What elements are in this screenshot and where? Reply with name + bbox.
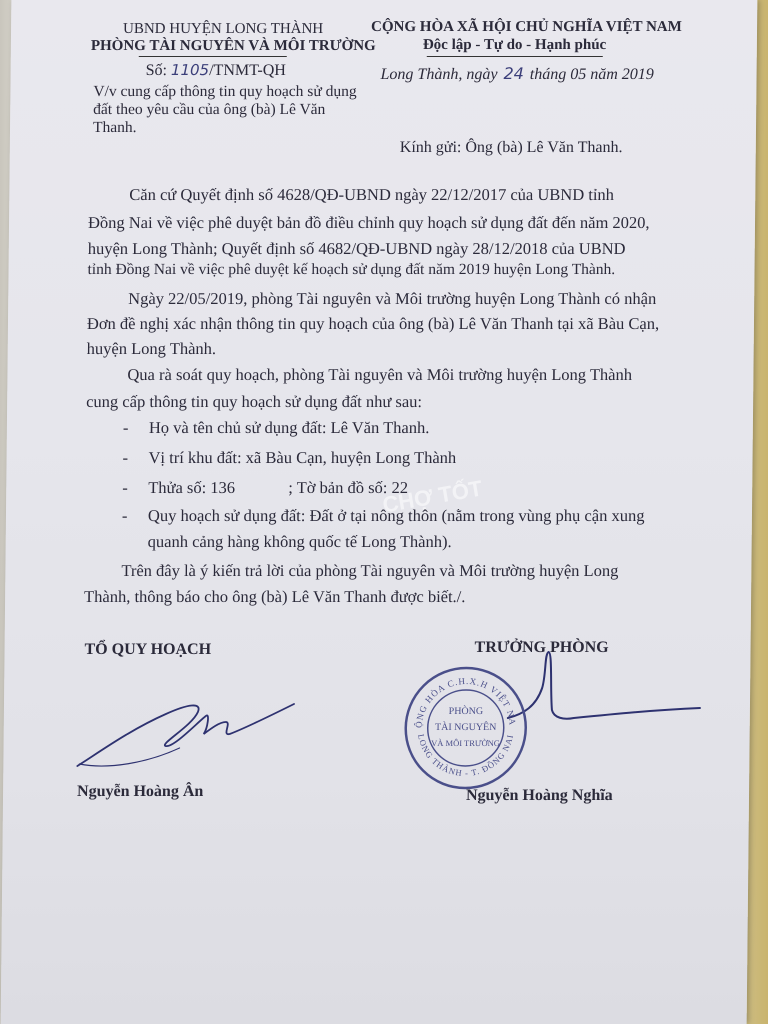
right-signature-title: TRƯỞNG PHÒNG — [474, 639, 609, 656]
bullet-map-sheet: ; Tờ bản đồ số: 22 — [288, 478, 409, 497]
document-page — [1, 0, 758, 1024]
para1-line3: huyện Long Thành; Quyết định số 4682/QĐ-UBND ngày 28/12/2018 của UBND — [87, 239, 626, 258]
motto-underline — [427, 56, 603, 57]
left-signature-title: TỔ QUY HOẠCH — [84, 641, 212, 658]
para3-line2: cung cấp thông tin quy hoạch sử dụng đất như sau: — [86, 392, 423, 411]
official-stamp — [401, 664, 530, 792]
closing-line1: Trên đây là ý kiến trả lời của phòng Tài nguyên và Môi trường huyện Long — [121, 561, 619, 580]
date-suffix: tháng 05 năm 2019 — [529, 66, 654, 83]
para2-line1: Ngày 22/05/2019, phòng Tài nguyên và Môi trường huyện Long Thành có nhận — [128, 289, 657, 308]
subject-line-2: đất theo yêu cầu của ông (bà) Lê Văn — [93, 101, 326, 118]
number-prefix: Số: — [145, 62, 168, 79]
number-suffix: /TNMT-QH — [209, 62, 286, 79]
watermark: CHỢ TỐT — [380, 475, 485, 518]
para3-line1: Qua rà soát quy hoạch, phòng Tài nguyên và Môi trường huyện Long Thành — [127, 365, 633, 384]
left-signer-name: Nguyễn Hoàng Ân — [76, 783, 204, 800]
right-signature — [504, 648, 705, 728]
bullet-dash: - — [121, 506, 128, 525]
national-motto: Độc lập - Tự do - Hạnh phúc — [422, 37, 607, 53]
issuer-line-2: PHÒNG TÀI NGUYÊN VÀ MÔI TRƯỜNG — [90, 38, 376, 54]
bullet-location: Vị trí khu đất: xã Bàu Cạn, huyện Long Thành — [148, 448, 457, 467]
stamp-center-1: PHÒNG — [448, 706, 484, 717]
date-line — [380, 64, 653, 85]
subject-line-1: V/v cung cấp thông tin quy hoạch sử dụng — [93, 83, 357, 100]
bullet-zoning-line2: quanh cảng hàng không quốc tế Long Thành). — [147, 532, 452, 551]
left-signature — [69, 692, 300, 772]
para1-line4: tỉnh Đồng Nai về việc phê duyệt kế hoạch sử dụng đất năm 2019 huyện Long Thành. — [87, 261, 616, 278]
date-prefix: Long Thành, ngày — [380, 66, 498, 83]
date-day-handwritten: 24 — [503, 64, 524, 83]
para1-line1: Căn cứ Quyết định số 4628/QĐ-UBND ngày 22/12/2017 của UBND tỉnh — [129, 185, 615, 204]
svg-text:CỘNG HÒA C.H.X.H VIỆT NAM — [401, 664, 518, 728]
number-handwritten: 1105 — [170, 61, 210, 79]
stamp-center-2: TÀI NGUYÊN — [434, 722, 497, 733]
closing-line2: Thành, thông báo cho ông (bà) Lê Văn Thanh được biết./. — [84, 587, 466, 606]
stamp-ring-top: CỘNG HÒA C.H.X.H VIỆT NAM — [413, 675, 518, 729]
bullet-owner: Họ và tên chủ sử dụng đất: Lê Văn Thanh. — [148, 418, 430, 437]
para2-line3: huyện Long Thành. — [86, 339, 217, 358]
issuer-line-1: UBND HUYỆN LONG THÀNH — [122, 21, 324, 37]
bullet-dash: - — [122, 418, 129, 437]
recipient-line: Kính gửi: Ông (bà) Lê Văn Thanh. — [399, 139, 623, 156]
national-title: CỘNG HÒA XÃ HỘI CHỦ NGHĨA VIỆT NAM — [370, 19, 682, 35]
stamp-center-3: VÀ MÔI TRƯỜNG — [431, 738, 501, 748]
document-number — [146, 60, 287, 81]
issuer-underline — [139, 56, 287, 57]
subject-line-3: Thanh. — [92, 119, 137, 136]
bullet-zoning-line1: Quy hoạch sử dụng đất: Đất ở tại nông thôn (nằm trong vùng phụ cận xung — [147, 506, 645, 525]
right-signer-name: Nguyễn Hoàng Nghĩa — [465, 787, 613, 804]
para2-line2: Đơn đề nghị xác nhận thông tin quy hoạch của ông (bà) Lê Văn Thanh tại xã Bàu Cạn, — [86, 314, 660, 333]
stamp-ring-bottom: LONG THÀNH - T. ĐỒNG NAI — [416, 733, 516, 779]
bullet-parcel-number: Thửa số: 136 — [148, 478, 236, 497]
para1-line2: Đồng Nai về việc phê duyệt bản đồ điều chỉnh quy hoạch sử dụng đất đến năm 2020, — [87, 213, 650, 232]
bullet-dash: - — [122, 448, 129, 467]
bullet-dash: - — [122, 478, 128, 497]
